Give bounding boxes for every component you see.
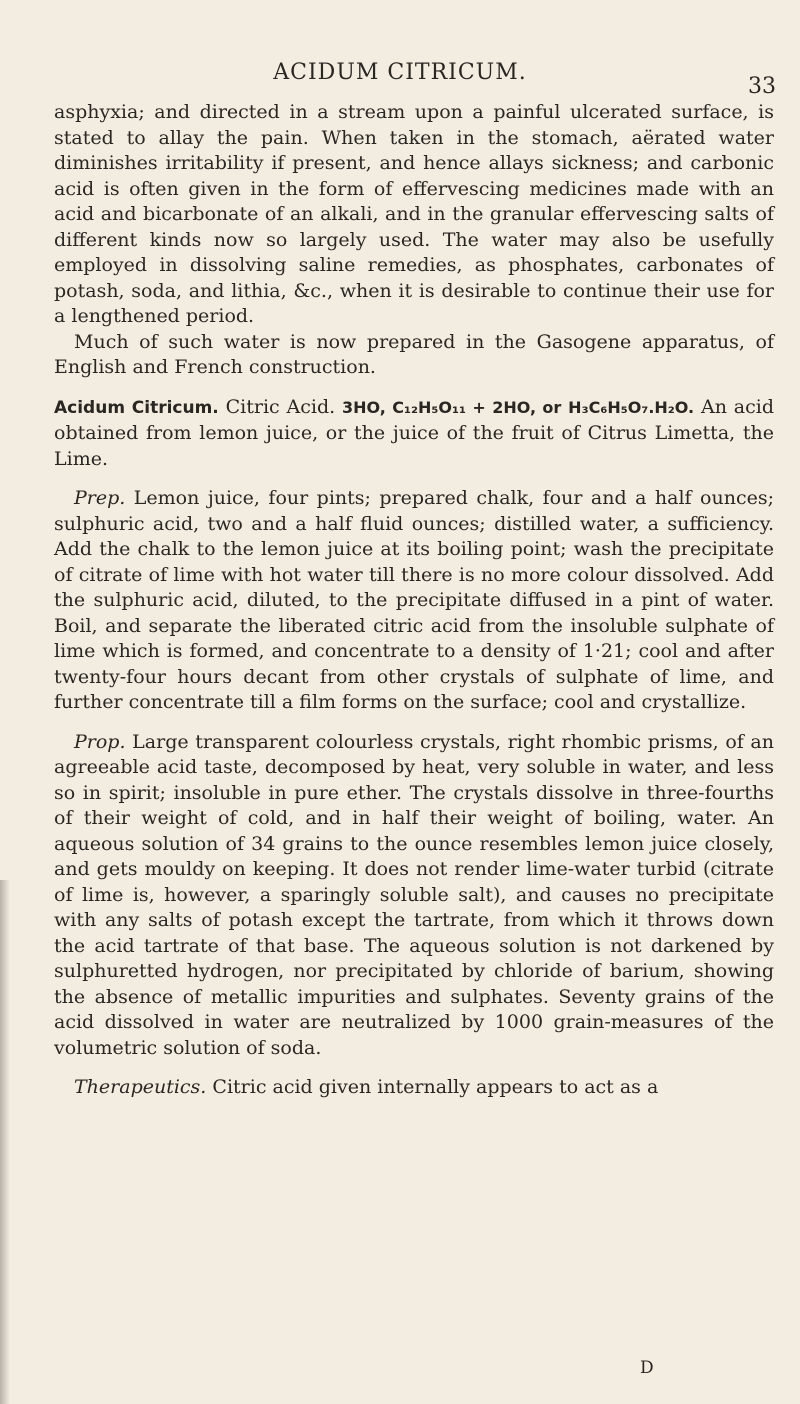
body-text — [54, 100, 774, 1101]
page-number: 33 — [748, 74, 776, 99]
binding-shadow — [0, 880, 10, 1404]
formula-new: H₃C₆H₅O₇.H₂O. — [568, 397, 695, 417]
prep-label: Prep. — [74, 487, 126, 509]
paragraph-acidum-citricum — [54, 395, 774, 473]
prep-text: Lemon juice, four pints; prepared chalk, four and a half ounces; sulphuric acid, two and a half fluid ounces; distilled water, a sufficiency. Add the chalk to the lemon juice at its boiling point; wash the precipitate of citrate of lime with hot water till there is no more colour dissolved. Add the sulphuric acid, diluted, to the precipitate diffused in a pint of water. Boil, and separate the liberated citric acid from the insoluble sulphate of lime which is formed, and concentrate to a density of 1·21; cool and after twenty-four hours decant from other crystals of sulphate of lime, and further concentrate till a film forms on the surface; cool and crystallize. — [54, 487, 774, 713]
paragraph-therapeutics — [54, 1075, 774, 1101]
formula-old: 3HO, C₁₂H₅O₁₁ + 2HO, or — [342, 397, 562, 417]
paragraph-prop — [54, 730, 774, 1062]
entry-name: Citric Acid. — [225, 395, 336, 418]
signature-mark: D — [640, 1358, 654, 1378]
entry-heading: Acidum Citricum. — [54, 397, 219, 418]
entry-description: An acid obtained from lemon juice, or the juice of the fruit of Citrus Limetta, the Lime. — [54, 395, 775, 470]
paragraph-asphyxia: asphyxia; and directed in a stream upon a painful ulcerated surface, is stated to allay the pain. When taken in the stomach, aërated water diminishes irritability if present, and hence allays sickness; and carbonic acid is often given in the form of effervescing medicines made with an acid and bicarbonate of an alkali, and in the granular effervescing salts of different kinds now so largely used. The water may also be usefully employed in dissolving saline remedies, as phosphates, carbonates of potash, soda, and lithia, &c., when it is desirable to continue their use for a lengthened period. — [54, 101, 774, 327]
running-title: ACIDUM CITRICUM. — [273, 60, 527, 85]
therapeutics-text: Citric acid given internally appears to act as a — [212, 1076, 659, 1098]
prop-label: Prop. — [74, 730, 126, 753]
paragraph-prep — [54, 486, 774, 716]
prop-text: Large transparent colourless crystals, right rhombic prisms, of an agreeable acid taste, decomposed by heat, very soluble in water, and less so in spirit; insoluble in pure ether. The crystals dissolve in three-fourths of their weight of cold, and in half their weight of boiling, water. An aqueous solution of 34 grains to the ounce resembles lemon juice closely, and gets mouldy on keeping. It does not render lime-water turbid (citrate of lime is, however, a sparingly soluble salt), and causes no precipitate with any salts of potash except the tartrate, from which it throws down the acid tartrate of that base. The aqueous solution is not darkened by sulphuretted hydrogen, nor precipitated by chloride of barium, showing the absence of metallic impurities and sulphates. Seventy grains of the acid dissolved in water are neutralized by 1000 grain-measures of the volumetric solution of soda. — [54, 730, 775, 1059]
therapeutics-label: Therapeutics. — [74, 1076, 207, 1098]
paragraph-gasogene: Much of such water is now prepared in the Gasogene apparatus, of English and French construction. — [54, 330, 774, 378]
